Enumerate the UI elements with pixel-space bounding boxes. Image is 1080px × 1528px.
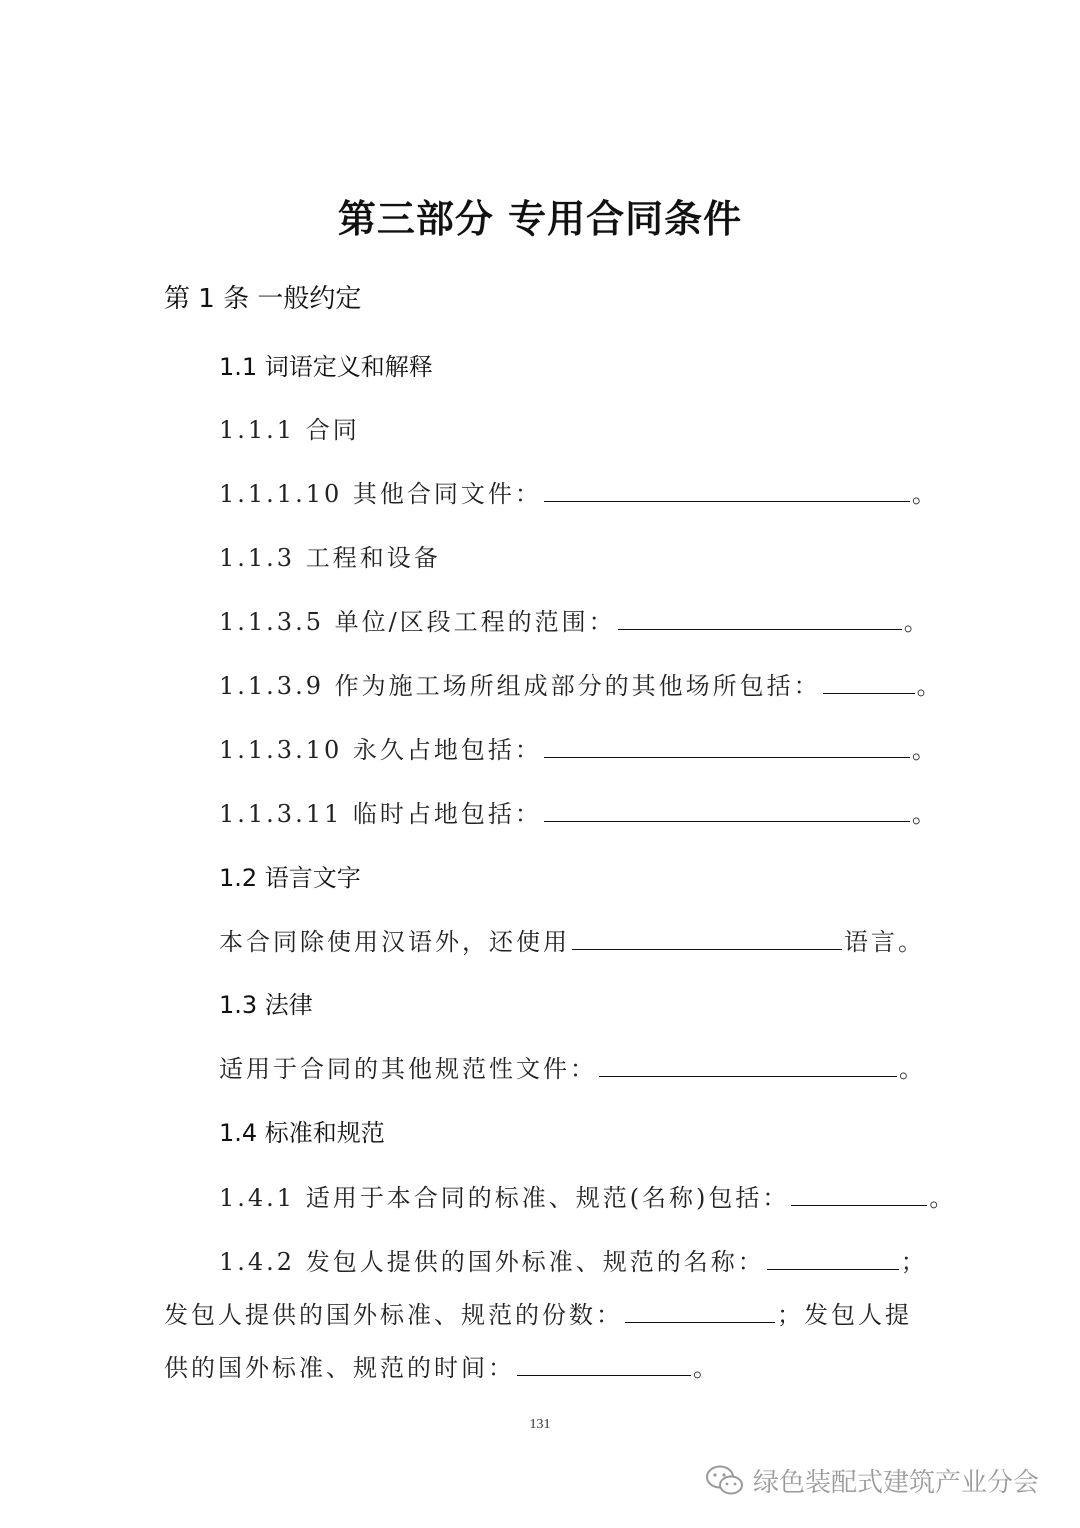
clause-1-4-2-line2: [164, 1295, 912, 1330]
fill-in-blank[interactable]: [823, 671, 915, 694]
clause-1-4-1: [219, 1178, 956, 1213]
clause-1-2-text: [219, 922, 925, 957]
period: 。: [929, 1184, 957, 1212]
clause-1-1-3-11: [219, 794, 939, 829]
clause-1-1-3-5: [219, 602, 931, 637]
fill-in-blank[interactable]: [544, 799, 910, 822]
fill-in-blank[interactable]: [767, 1247, 899, 1270]
wechat-icon: [705, 1464, 745, 1498]
clause-1-4-2-line1: [219, 1242, 928, 1277]
fill-in-blank[interactable]: [544, 735, 910, 758]
section-1-2-heading: 1.2 语言文字: [219, 864, 361, 892]
clause-label: 1.4.2 发包人提供的国外标准、规范的名称：: [219, 1248, 765, 1276]
clause-label: 1.1.3.10 永久占地包括：: [219, 736, 542, 764]
period: 。: [903, 608, 931, 636]
page-number: 131: [529, 1417, 551, 1432]
fill-in-blank[interactable]: [791, 1183, 927, 1206]
watermark-text: 绿色装配式建筑产业分会: [753, 1468, 1040, 1498]
watermark: [705, 1462, 1039, 1499]
clause-label: 1.1.3.9 作为施工场所组成部分的其他场所包括：: [219, 672, 821, 700]
fill-in-blank[interactable]: [544, 479, 910, 502]
period: 。: [911, 480, 939, 508]
clause-label: 1.4.1 适用于本合同的标准、规范(名称)包括：: [219, 1184, 790, 1212]
section-1-4-heading: 1.4 标准和规范: [219, 1119, 385, 1147]
clause-1-1-3-9: [219, 666, 944, 701]
period: 。: [899, 1055, 926, 1083]
fill-in-blank[interactable]: [517, 1353, 691, 1376]
clause-label-cont: ；发包人提: [777, 1301, 912, 1329]
semicolon: ；: [900, 1248, 928, 1276]
fill-in-blank[interactable]: [618, 607, 902, 630]
period: 。: [911, 800, 939, 828]
clause-label: 1.1.3.5 单位/区段工程的范围：: [219, 608, 616, 636]
period: 。: [911, 736, 939, 764]
clause-1-3-text: [219, 1049, 926, 1084]
clause-label: 1.1.3.11 临时占地包括：: [219, 800, 542, 828]
fill-in-blank[interactable]: [599, 1054, 897, 1077]
clause-1-1-1: 1.1.1 合同: [219, 416, 360, 444]
period: 。: [693, 1354, 720, 1382]
language-suffix: 语言。: [844, 928, 925, 956]
section-1-1-heading: 1.1 词语定义和解释: [219, 353, 433, 381]
clause-label: 本合同除使用汉语外，还使用: [219, 928, 570, 956]
page-title: 第三部分 专用合同条件: [337, 197, 743, 241]
period: 。: [916, 672, 944, 700]
article-heading: 第 1 条 一般约定: [164, 284, 362, 314]
clause-label: 适用于合同的其他规范性文件：: [219, 1055, 597, 1083]
clause-1-1-3: 1.1.3 工程和设备: [219, 544, 441, 572]
fill-in-blank[interactable]: [572, 927, 842, 950]
section-1-3-heading: 1.3 法律: [219, 991, 313, 1019]
clause-1-1-3-10: [219, 730, 939, 765]
clause-label: 发包人提供的国外标准、规范的份数：: [164, 1301, 623, 1329]
fill-in-blank[interactable]: [625, 1300, 775, 1323]
clause-label: 供的国外标准、规范的时间：: [164, 1354, 515, 1382]
clause-1-1-1-10: [219, 474, 939, 509]
clause-label: 1.1.1.10 其他合同文件：: [219, 480, 542, 508]
clause-1-4-2-line3: [164, 1348, 720, 1383]
